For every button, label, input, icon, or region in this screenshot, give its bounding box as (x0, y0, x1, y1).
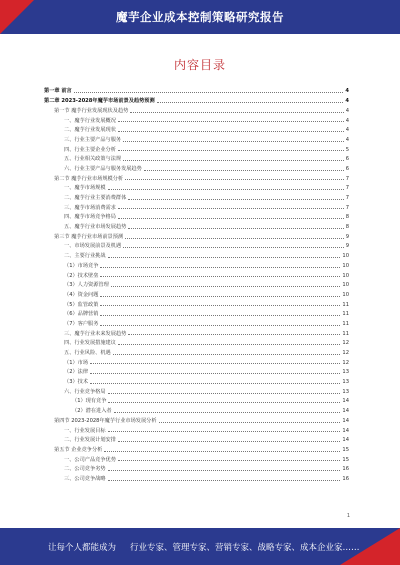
toc-entry-page: 4 (345, 117, 349, 124)
toc-leader-dots (108, 480, 341, 481)
toc-entry-label: 四、行业发展措施建议 (64, 340, 116, 347)
toc-entry[interactable] (44, 434, 349, 444)
toc-entry-label: 三、魔芋市场消费需求 (64, 204, 116, 211)
toc-entry-page: 10 (342, 262, 349, 269)
toc-entry[interactable] (44, 308, 349, 318)
toc-entry[interactable] (44, 424, 349, 434)
toc-entry[interactable] (44, 463, 349, 473)
toc-leader-dots (100, 305, 340, 306)
toc-leader-dots (108, 393, 341, 394)
toc-entry[interactable] (44, 85, 349, 95)
toc-entry-label: 第四节 2023-2028年魔芋行业市场发展分析 (54, 417, 157, 424)
toc-entry-page: 16 (342, 475, 349, 482)
toc-entry-page: 4 (345, 136, 349, 143)
toc-leader-dots (123, 141, 344, 142)
toc-leader-dots (100, 315, 340, 316)
toc-leader-dots (123, 247, 344, 248)
toc-entry-label: （3）技术 (64, 379, 89, 386)
toc-entry-label: 第一章 前言 (44, 88, 72, 95)
toc-leader-dots (108, 470, 341, 471)
toc-entry-page: 4 (345, 107, 349, 114)
toc-entry[interactable] (44, 327, 349, 337)
toc-entry-label: 五、行业风险、机遇 (64, 350, 111, 357)
toc-entry-label: 三、魔芋行业未来发展趋势 (64, 330, 127, 337)
toc-entry-label: （6）品牌营销 (64, 311, 99, 318)
toc-leader-dots (118, 131, 344, 132)
toc-entry-page: 16 (342, 466, 349, 473)
toc-entry-page: 13 (342, 388, 349, 395)
toc-entry[interactable] (44, 153, 349, 163)
page-number: 1 (346, 513, 350, 519)
toc-leader-dots (90, 363, 340, 364)
toc-entry-label: 二、行业发展计划安排 (64, 437, 116, 444)
toc-entry-label: 一、魔芋行业发展概况 (64, 117, 116, 124)
toc-leader-dots (113, 354, 341, 355)
toc-leader-dots (128, 228, 343, 229)
toc-heading: 内容目录 (173, 58, 226, 72)
toc-entry-page: 7 (345, 204, 349, 211)
toc-entry-label: 第五节 企业竞争分析 (54, 446, 103, 453)
toc-leader-dots (74, 92, 344, 93)
toc-entry[interactable] (44, 385, 349, 395)
toc-entry-page: 10 (342, 253, 349, 260)
toc-entry-page: 11 (342, 311, 349, 318)
toc-entry-label: 一、行业发展目标 (64, 427, 106, 434)
toc-entry[interactable] (44, 95, 349, 105)
toc-entry-page: 6 (345, 165, 349, 172)
toc-entry-label: （1）市场竞争 (64, 262, 99, 269)
toc-entry-page: 6 (345, 156, 349, 163)
footer-experts: 行业专家、管理专家、营销专家、战略专家、成本企业家…… (130, 543, 360, 553)
toc-leader-dots (118, 460, 341, 461)
toc-entry-label: 一、魔芋市场规模 (64, 185, 106, 192)
toc-entry[interactable] (44, 347, 349, 357)
toc-entry[interactable] (44, 250, 349, 260)
toc-leader-dots (128, 199, 343, 200)
toc-entry-label: 第二节 魔芋行业市场规模分析 (54, 175, 124, 182)
toc-entry-label: 五、行业相关政策与法规 (64, 156, 122, 163)
toc-entry[interactable] (44, 192, 349, 202)
toc-entry-label: 二、主要行业挑战 (64, 253, 106, 260)
toc-leader-dots (114, 412, 341, 413)
toc-entry-page: 12 (342, 359, 349, 366)
toc-leader-dots (108, 189, 344, 190)
toc-entry[interactable] (44, 259, 349, 269)
toc-entry-page: 8 (345, 214, 349, 221)
toc-entry[interactable] (44, 337, 349, 347)
toc-entry-label: （2）技术壁垒 (64, 272, 99, 279)
toc-entry-page: 4 (345, 88, 349, 95)
toc-entry-page: 10 (342, 291, 349, 298)
toc-leader-dots (118, 218, 344, 219)
toc-leader-dots (90, 373, 340, 374)
toc-leader-dots (144, 170, 344, 171)
toc-leader-dots (100, 276, 340, 277)
toc-entry-label: （2）潜在进入者 (72, 408, 112, 415)
toc-entry[interactable] (44, 443, 349, 453)
toc-entry-page: 15 (342, 446, 349, 453)
toc-entry[interactable] (44, 453, 349, 463)
toc-entry-label: 五、魔芋行业市场发展趋势 (64, 224, 127, 231)
toc-entry[interactable] (44, 211, 349, 221)
toc-entry-label: 六、行业竞争格局 (64, 388, 106, 395)
toc-entry[interactable] (44, 376, 349, 386)
toc-entry[interactable] (44, 230, 349, 240)
toc-entry-page: 4 (345, 127, 349, 134)
toc-entry-page: 9 (345, 233, 349, 240)
toc-entry-label: 一、市场发展前景及机遇 (64, 243, 122, 250)
toc-entry-page: 15 (342, 456, 349, 463)
toc-leader-dots (157, 102, 344, 103)
toc-entry[interactable] (44, 124, 349, 134)
toc-entry[interactable] (44, 366, 349, 376)
toc-entry-label: 一、公司产品竞争优势 (64, 456, 116, 463)
toc-leader-dots (159, 422, 341, 423)
toc-entry[interactable] (44, 269, 349, 279)
toc-entry[interactable] (44, 221, 349, 231)
toc-entry-page: 14 (342, 437, 349, 444)
toc-entry-label: （3）人力资源管理 (64, 282, 109, 289)
toc-entry[interactable] (44, 104, 349, 114)
toc-leader-dots (90, 383, 340, 384)
toc-leader-dots (100, 325, 340, 326)
toc-entry[interactable] (44, 133, 349, 143)
toc-entry-page: 12 (342, 340, 349, 347)
toc-entry[interactable] (44, 182, 349, 192)
toc-entry-label: （4）资金问题 (64, 291, 99, 298)
toc-entry-page: 10 (342, 282, 349, 289)
toc-entry-page: 7 (345, 185, 349, 192)
toc-entry-page: 11 (342, 320, 349, 327)
toc-leader-dots (123, 160, 344, 161)
toc-entry[interactable] (44, 279, 349, 289)
toc-entry-label: （2）法律 (64, 369, 89, 376)
toc-entry-label: 二、公司竞争劣势 (64, 466, 106, 473)
toc-entry[interactable] (44, 356, 349, 366)
toc-leader-dots (128, 334, 340, 335)
toc-leader-dots (118, 208, 344, 209)
toc-leader-dots (108, 402, 340, 403)
toc-leader-dots (118, 344, 341, 345)
toc-entry[interactable] (44, 298, 349, 308)
toc-entry[interactable] (44, 318, 349, 328)
toc-entry-label: 二、魔芋行业主要消费群体 (64, 195, 127, 202)
toc-leader-dots (118, 121, 344, 122)
toc-entry[interactable] (44, 201, 349, 211)
toc-entry[interactable] (44, 395, 349, 405)
toc-leader-dots (111, 286, 341, 287)
toc-leader-dots (100, 267, 340, 268)
toc-entry-label: 三、行业主要产品与服务 (64, 136, 122, 143)
toc-leader-dots (118, 150, 344, 151)
document-title: 魔芋企业成本控制策略研究报告 (116, 10, 284, 24)
toc-entry-page: 11 (342, 330, 349, 337)
toc-leader-dots (130, 112, 343, 113)
footer-slogan: 让每个人都能成为 (48, 543, 117, 553)
toc-leader-dots (104, 451, 340, 452)
header-bar (0, 0, 400, 34)
toc-entry-page: 4 (345, 98, 349, 105)
toc-entry[interactable] (44, 172, 349, 182)
toc-entry-label: 四、魔芋市场竞争格局 (64, 214, 116, 221)
toc-entry-page: 14 (342, 427, 349, 434)
toc-entry-label: （5）监管政策 (64, 301, 99, 308)
toc-entry-page: 14 (342, 417, 349, 424)
toc-entry-page: 9 (345, 243, 349, 250)
toc-entry-page: 8 (345, 224, 349, 231)
table-of-contents (44, 85, 349, 482)
toc-leader-dots (118, 441, 341, 442)
toc-entry-page: 11 (342, 301, 349, 308)
toc-entry[interactable] (44, 163, 349, 173)
toc-entry-label: （1）现有竞争 (72, 398, 107, 405)
toc-entry-label: 四、行业主要企业分析 (64, 146, 116, 153)
toc-entry[interactable] (44, 240, 349, 250)
footer-bar (0, 528, 400, 565)
toc-entry[interactable] (44, 114, 349, 124)
toc-entry-label: 三、公司竞争战略 (64, 475, 106, 482)
toc-leader-dots (100, 296, 340, 297)
toc-entry-page: 14 (342, 408, 349, 415)
toc-entry-label: （1）市场 (64, 359, 89, 366)
toc-entry-page: 5 (345, 146, 349, 153)
toc-entry-page: 7 (345, 195, 349, 202)
toc-entry-label: 第一节 魔芋行业发展现状及趋势 (54, 107, 129, 114)
toc-entry-label: （7）客户服务 (64, 320, 99, 327)
toc-entry[interactable] (44, 143, 349, 153)
toc-entry[interactable] (44, 288, 349, 298)
toc-entry-page: 14 (342, 398, 349, 405)
toc-entry[interactable] (44, 405, 349, 415)
toc-leader-dots (108, 257, 341, 258)
toc-leader-dots (125, 238, 344, 239)
toc-entry-page: 10 (342, 272, 349, 279)
toc-entry-page: 12 (342, 350, 349, 357)
toc-entry-label: 第二章 2023-2028年魔芋市场前景及趋势预测 (44, 98, 155, 105)
toc-entry-label: 二、魔芋行业发展现状 (64, 127, 116, 134)
toc-leader-dots (108, 431, 341, 432)
toc-entry-page: 13 (342, 369, 349, 376)
toc-entry[interactable] (44, 473, 349, 483)
toc-entry[interactable] (44, 414, 349, 424)
toc-entry-page: 13 (342, 379, 349, 386)
toc-entry-page: 7 (345, 175, 349, 182)
toc-entry-label: 第三节 魔芋行业市场前景预测 (54, 233, 124, 240)
toc-entry-label: 六、行业主要产品与服务发展趋势 (64, 165, 142, 172)
toc-leader-dots (125, 179, 344, 180)
